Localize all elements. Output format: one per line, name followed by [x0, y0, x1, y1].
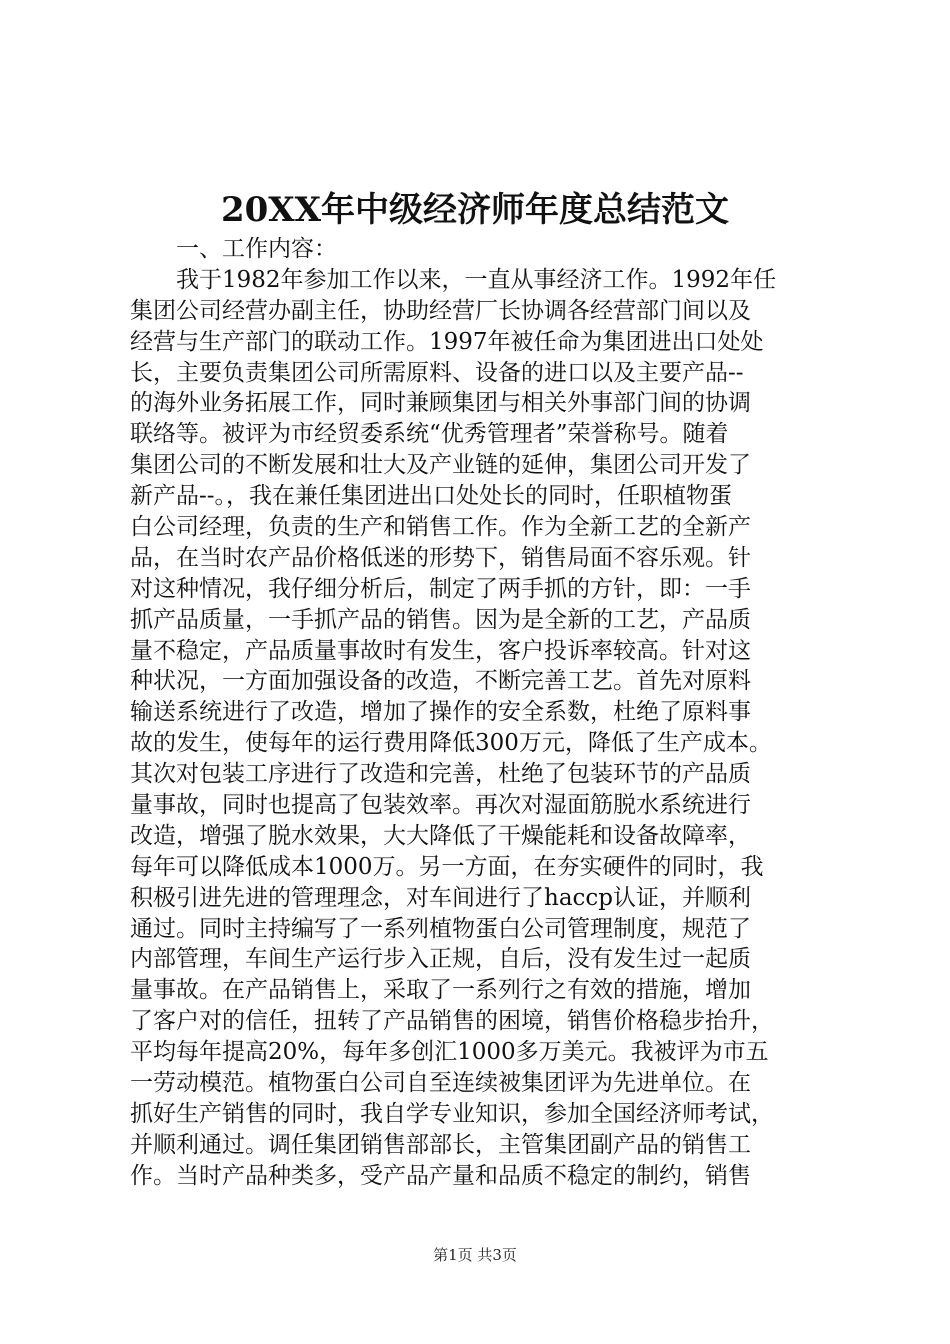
body-line: 抓产品质量，一手抓产品的销售。因为是全新的工艺，产品质 [130, 606, 751, 633]
body-line: 集团公司经营办副主任，协助经营厂长协调各经营部门间以及 [130, 297, 751, 324]
body-line: 经营与生产部门的联动工作。1997年被任命为集团进出口处处 [130, 328, 764, 355]
body-line: 平均每年提高20%，每年多创汇1000多万美元。我被评为市五 [130, 1039, 769, 1066]
body-line: 抓好生产销售的同时，我自学专业知识，参加全国经济师考试， [130, 1100, 774, 1127]
body-line: 量事故，同时也提高了包装效率。再次对湿面筋脱水系统进行 [130, 792, 751, 819]
body-line: 长，主要负责集团公司所需原料、设备的进口以及主要产品-- [130, 359, 744, 386]
body-line: 联络等。被评为市经贸委系统“优秀管理者”荣誉称号。随着 [130, 421, 729, 448]
document-title: 20XX年中级经济师年度总结范文 [220, 190, 730, 230]
document-body [130, 234, 835, 1192]
body-line: 我于1982年参加工作以来，一直从事经济工作。1992年任 [130, 266, 777, 293]
body-line: 集团公司的不断发展和壮大及产业链的延伸，集团公司开发了 [130, 452, 751, 479]
body-line: 并顺利通过。调任集团销售部部长，主管集团副产品的销售工 [130, 1131, 751, 1158]
body-line: 种状况，一方面加强设备的改造，不断完善工艺。首先对原料 [130, 668, 751, 695]
body-line: 新产品--。，我在兼任集团进出口处处长的同时，任职植物蛋 [130, 483, 733, 510]
body-line: 每年可以降低成本1000万。另一方面，在夯实硬件的同时，我 [130, 853, 764, 880]
body-line: 对这种情况，我仔细分析后，制定了两手抓的方针，即：一手 [130, 575, 751, 602]
body-line: 改造，增强了脱水效果，大大降低了干燥能耗和设备故障率， [130, 822, 751, 849]
body-line: 品，在当时农产品价格低迷的形势下，销售局面不容乐观。针 [130, 544, 751, 571]
page-number-footer: 第1页 共3页 [433, 1246, 517, 1264]
body-line: 量不稳定，产品质量事故时有发生，客户投诉率较高。针对这 [130, 637, 751, 664]
body-line: 内部管理，车间生产运行步入正规，自后，没有发生过一起质 [130, 946, 751, 973]
body-line: 一、工作内容： [130, 236, 337, 262]
body-line: 积极引进先进的管理理念，对车间进行了haccp认证，并顺利 [130, 884, 752, 911]
body-line: 了客户对的信任，扭转了产品销售的困境，销售价格稳步抬升， [130, 1008, 774, 1035]
body-line: 通过。同时主持编写了一系列植物蛋白公司管理制度，规范了 [130, 915, 751, 942]
body-line: 作。当时产品种类多，受产品产量和品质不稳定的制约，销售 [130, 1162, 751, 1189]
body-line: 一劳动模范。植物蛋白公司自至连续被集团评为先进单位。在 [130, 1070, 751, 1097]
body-line: 其次对包装工序进行了改造和完善，杜绝了包装环节的产品质 [130, 761, 751, 788]
body-line: 白公司经理，负责的生产和销售工作。作为全新工艺的全新产 [130, 514, 751, 541]
body-line: 量事故。在产品销售上，采取了一系列行之有效的措施，增加 [130, 977, 751, 1004]
body-line: 的海外业务拓展工作，同时兼顾集团与相关外事部门间的协调 [130, 390, 751, 417]
body-line: 故的发生，使每年的运行费用降低300万元，降低了生产成本。 [130, 730, 772, 757]
body-line: 输送系统进行了改造，增加了操作的安全系数，杜绝了原料事 [130, 699, 751, 726]
